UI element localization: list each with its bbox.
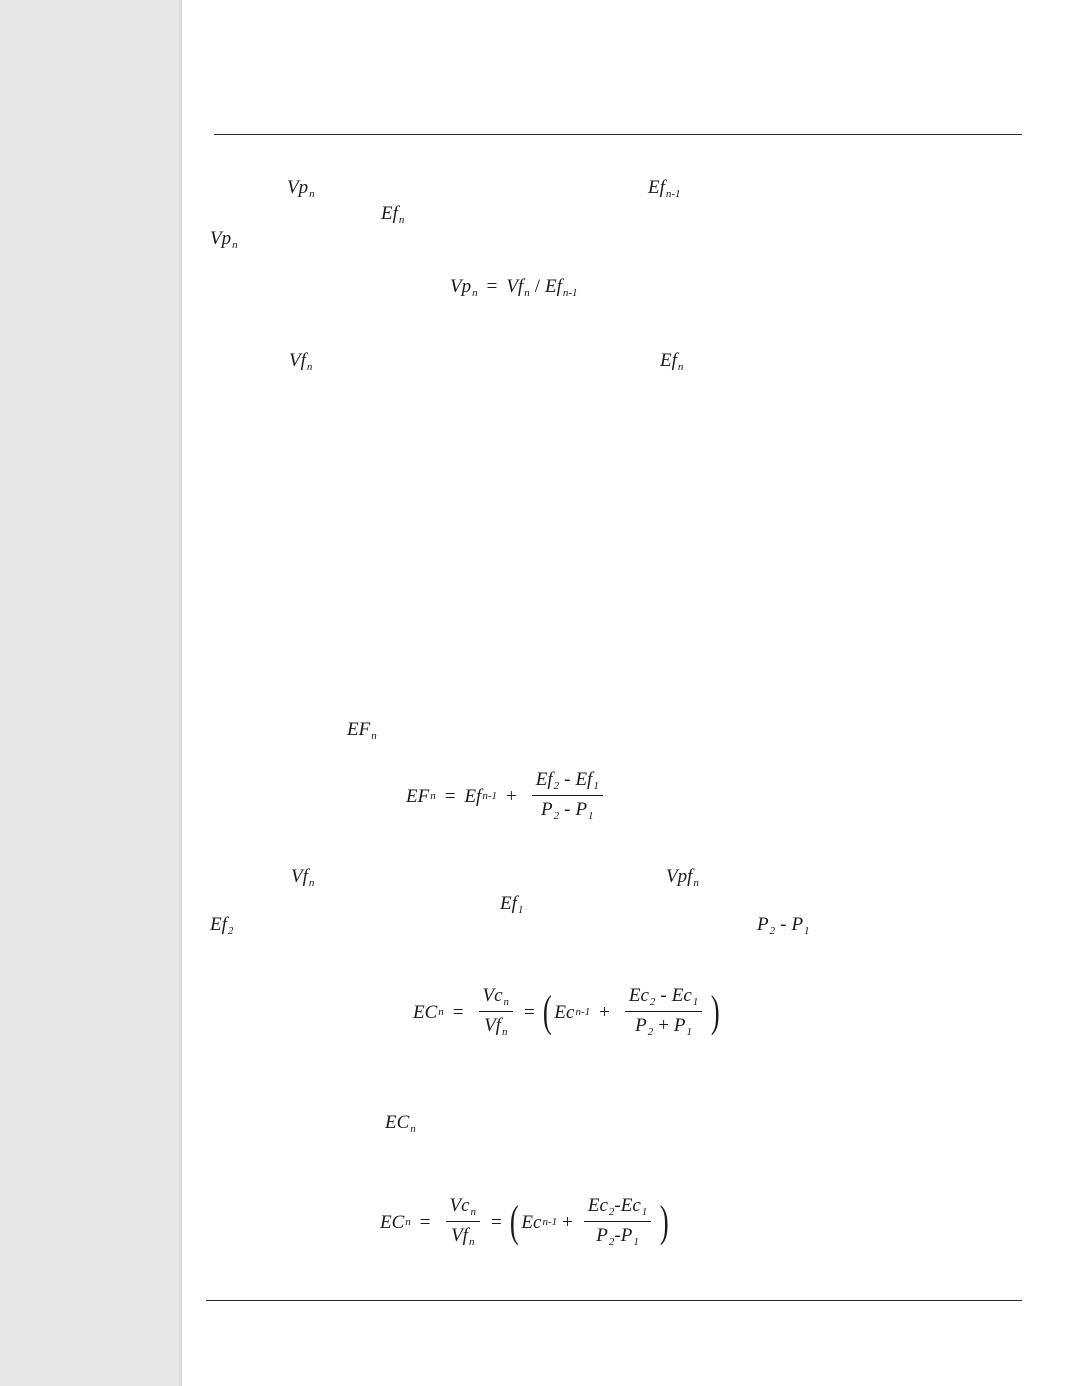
equation-EC-minus: EC n = $\frac{Vc_n}{Vf_n}$ = ( Ec n-1 + $\frac{Ec_2-Ec_1}{P_2-P_1}$ ) bbox=[380, 1195, 670, 1248]
symbol-vpf-n: Vpf$_n$ bbox=[666, 866, 699, 889]
symbol-ef-n: $Ef_n$ bbox=[381, 203, 405, 226]
symbol-ef-n: $Ef_n$ bbox=[660, 350, 684, 373]
symbol-EC-n: $EC_n$ bbox=[385, 1112, 416, 1135]
fraction: $\frac{Ec_2 - Ec_1}{P_2 + P_1}$ bbox=[625, 986, 702, 1038]
fraction: $\frac{Vc_n}{Vf_n}$ bbox=[479, 986, 514, 1038]
left-margin-panel bbox=[0, 0, 179, 1386]
symbol-vp-n: $Vp_n$ bbox=[287, 177, 315, 200]
header-rule bbox=[214, 134, 1022, 135]
symbol-EF-n: $EF_n$ bbox=[347, 719, 377, 742]
symbol-vf-n: $Vf_n$ bbox=[291, 866, 315, 889]
fraction: $\frac{Ef_2 - Ef_1}{P_2 - P_1}$ bbox=[532, 770, 603, 822]
fraction: $\frac{Ec_2-Ec_1}{P_2-P_1}$ bbox=[584, 1196, 651, 1248]
footer-rule bbox=[206, 1300, 1022, 1301]
symbol-ef-n-1: $Ef_{n-1}$ bbox=[648, 177, 681, 200]
symbol-vf-n: $Vf_n$ bbox=[289, 350, 313, 373]
symbol-vp-n: $Vp_n$ bbox=[210, 228, 238, 251]
symbol-ef-1: $Ef_1$ bbox=[500, 893, 524, 916]
panel-edge bbox=[179, 0, 182, 1386]
symbol-ef-2: $Ef_2$ bbox=[210, 914, 234, 937]
equation-EC-plus: EC n = $\frac{Vc_n}{Vf_n}$ = ( Ec n-1 + $\frac{Ec_2 - Ec_1}{P_2 + P_1}$ ) bbox=[413, 985, 721, 1038]
equation-EF: EF n = Ef n-1 + $\frac{Ef_2 - Ef_1}{P_2 - P_1}$ bbox=[406, 770, 609, 822]
symbol-p2-minus-p1: $P_2 - P_1$ bbox=[757, 914, 810, 937]
equation-vp: $Vp_n = Vf_n / Ef_{n-1}$ bbox=[450, 276, 578, 299]
fraction: $\frac{Vc_n}{Vf_n}$ bbox=[446, 1196, 481, 1248]
